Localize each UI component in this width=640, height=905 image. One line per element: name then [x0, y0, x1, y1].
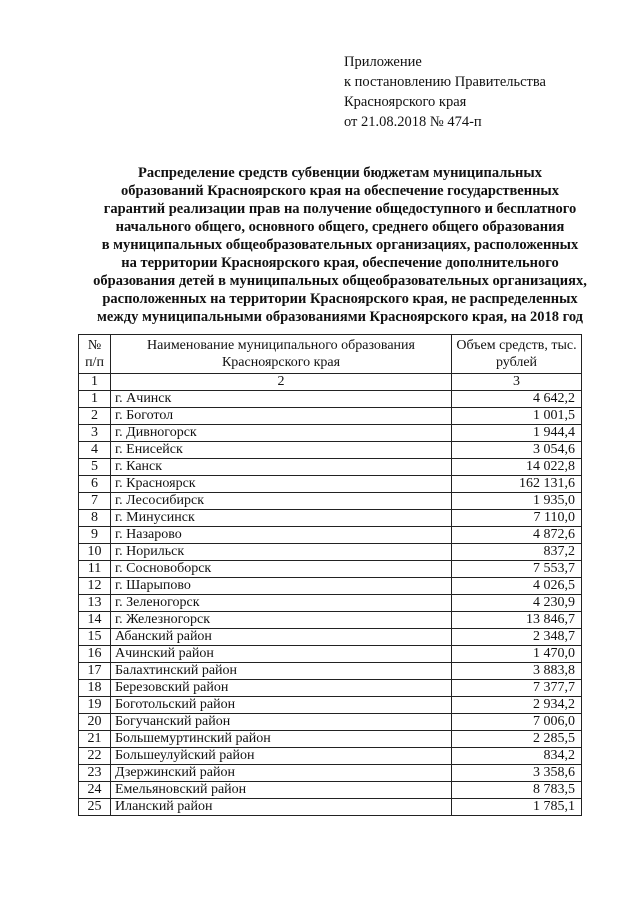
table-row	[79, 425, 582, 442]
table-row	[79, 493, 582, 510]
row-municipality: Емельяновский район	[111, 782, 452, 799]
row-amount: 834,2	[452, 748, 582, 765]
row-amount: 7 553,7	[452, 561, 582, 578]
row-municipality: г. Лесосибирск	[111, 493, 452, 510]
table-row	[79, 765, 582, 782]
row-amount: 2 934,2	[452, 697, 582, 714]
table-row	[79, 476, 582, 493]
table-row	[79, 391, 582, 408]
row-municipality: г. Шарыпово	[111, 578, 452, 595]
row-municipality: Балахтинский район	[111, 663, 452, 680]
row-amount: 2 348,7	[452, 629, 582, 646]
row-amount: 162 131,6	[452, 476, 582, 493]
row-number: 15	[79, 629, 111, 646]
table-body	[79, 391, 582, 816]
row-amount: 4 872,6	[452, 527, 582, 544]
row-amount: 14 022,8	[452, 459, 582, 476]
row-amount: 2 285,5	[452, 731, 582, 748]
column-index: 2	[111, 374, 452, 391]
row-municipality: г. Дивногорск	[111, 425, 452, 442]
row-number: 7	[79, 493, 111, 510]
title-line: расположенных на территории Красноярского края, не распределенных	[102, 291, 578, 307]
row-number: 6	[79, 476, 111, 493]
row-number: 8	[79, 510, 111, 527]
row-amount: 1 944,4	[452, 425, 582, 442]
appendix-line: Приложение	[344, 54, 422, 70]
column-index: 3	[452, 374, 582, 391]
title-line: на территории Красноярского края, обеспечение дополнительного	[121, 255, 559, 271]
row-amount: 3 054,6	[452, 442, 582, 459]
row-amount: 8 783,5	[452, 782, 582, 799]
row-amount: 7 110,0	[452, 510, 582, 527]
row-municipality: Дзержинский район	[111, 765, 452, 782]
row-number: 14	[79, 612, 111, 629]
row-amount: 7 006,0	[452, 714, 582, 731]
row-municipality: Большемуртинский район	[111, 731, 452, 748]
row-municipality: г. Назарово	[111, 527, 452, 544]
row-number: 12	[79, 578, 111, 595]
row-number: 24	[79, 782, 111, 799]
row-municipality: г. Ачинск	[111, 391, 452, 408]
header-municipality: Наименование муниципального образования Красноярского края	[111, 335, 452, 374]
row-number: 10	[79, 544, 111, 561]
row-municipality: г. Минусинск	[111, 510, 452, 527]
row-municipality: г. Енисейск	[111, 442, 452, 459]
row-number: 20	[79, 714, 111, 731]
row-number: 16	[79, 646, 111, 663]
appendix-line: от 21.08.2018 № 474-п	[344, 114, 482, 130]
row-municipality: Абанский район	[111, 629, 452, 646]
row-number: 19	[79, 697, 111, 714]
table-row	[79, 799, 582, 816]
row-amount: 3 358,6	[452, 765, 582, 782]
column-index-row	[79, 374, 582, 391]
table-row	[79, 612, 582, 629]
row-amount: 1 785,1	[452, 799, 582, 816]
row-municipality: Ачинский район	[111, 646, 452, 663]
row-municipality: Большеулуйский район	[111, 748, 452, 765]
row-municipality: г. Сосновоборск	[111, 561, 452, 578]
title-line: в муниципальных общеобразовательных организациях, расположенных	[101, 237, 579, 253]
appendix-block	[344, 52, 546, 132]
table-row	[79, 680, 582, 697]
row-amount: 4 642,2	[452, 391, 582, 408]
row-number: 22	[79, 748, 111, 765]
row-amount: 1 001,5	[452, 408, 582, 425]
row-number: 17	[79, 663, 111, 680]
row-amount: 837,2	[452, 544, 582, 561]
row-municipality: г. Железногорск	[111, 612, 452, 629]
row-number: 21	[79, 731, 111, 748]
row-number: 1	[79, 391, 111, 408]
table-row	[79, 442, 582, 459]
row-number: 23	[79, 765, 111, 782]
row-municipality: Березовский район	[111, 680, 452, 697]
table-row	[79, 714, 582, 731]
row-number: 4	[79, 442, 111, 459]
row-municipality: г. Зеленогорск	[111, 595, 452, 612]
row-amount: 4 230,9	[452, 595, 582, 612]
header-amount: Объем средств, тыс. рублей	[452, 335, 582, 374]
appendix-line: к постановлению Правительства	[344, 74, 546, 90]
distribution-table	[78, 334, 582, 816]
table-row	[79, 561, 582, 578]
title-line: гарантий реализации прав на получение общедоступного и бесплатного	[103, 201, 577, 217]
row-municipality: Иланский район	[111, 799, 452, 816]
row-municipality: Богучанский район	[111, 714, 452, 731]
table-row	[79, 782, 582, 799]
row-municipality: г. Канск	[111, 459, 452, 476]
document-title	[60, 164, 620, 326]
table-row	[79, 459, 582, 476]
row-amount: 1 935,0	[452, 493, 582, 510]
column-index: 1	[79, 374, 111, 391]
table-row	[79, 527, 582, 544]
row-amount: 4 026,5	[452, 578, 582, 595]
table-header-row	[79, 335, 582, 374]
row-municipality: г. Красноярск	[111, 476, 452, 493]
title-line: Распределение средств субвенции бюджетам муниципальных	[138, 165, 542, 181]
table-row	[79, 646, 582, 663]
row-amount: 13 846,7	[452, 612, 582, 629]
table-row	[79, 731, 582, 748]
title-line: между муниципальными образованиями Красноярского края, на 2018 год	[96, 309, 584, 325]
row-number: 13	[79, 595, 111, 612]
title-line: начального общего, основного общего, среднего общего образования	[115, 219, 565, 235]
table-row	[79, 544, 582, 561]
row-amount: 1 470,0	[452, 646, 582, 663]
table-row	[79, 595, 582, 612]
row-number: 25	[79, 799, 111, 816]
table-row	[79, 629, 582, 646]
row-amount: 7 377,7	[452, 680, 582, 697]
row-municipality: г. Боготол	[111, 408, 452, 425]
row-number: 11	[79, 561, 111, 578]
table-row	[79, 408, 582, 425]
row-number: 9	[79, 527, 111, 544]
row-municipality: г. Норильск	[111, 544, 452, 561]
row-amount: 3 883,8	[452, 663, 582, 680]
title-line: образований Красноярского края на обеспечение государственных	[120, 183, 559, 199]
table-row	[79, 748, 582, 765]
row-number: 18	[79, 680, 111, 697]
row-number: 5	[79, 459, 111, 476]
table-row	[79, 663, 582, 680]
table-row	[79, 578, 582, 595]
appendix-line: Красноярского края	[344, 94, 467, 110]
row-municipality: Боготольский район	[111, 697, 452, 714]
row-number: 3	[79, 425, 111, 442]
table-row	[79, 510, 582, 527]
table-row	[79, 697, 582, 714]
title-line: образования детей в муниципальных общеобразовательных организациях,	[93, 273, 587, 289]
header-number: № п/п	[79, 335, 111, 374]
row-number: 2	[79, 408, 111, 425]
